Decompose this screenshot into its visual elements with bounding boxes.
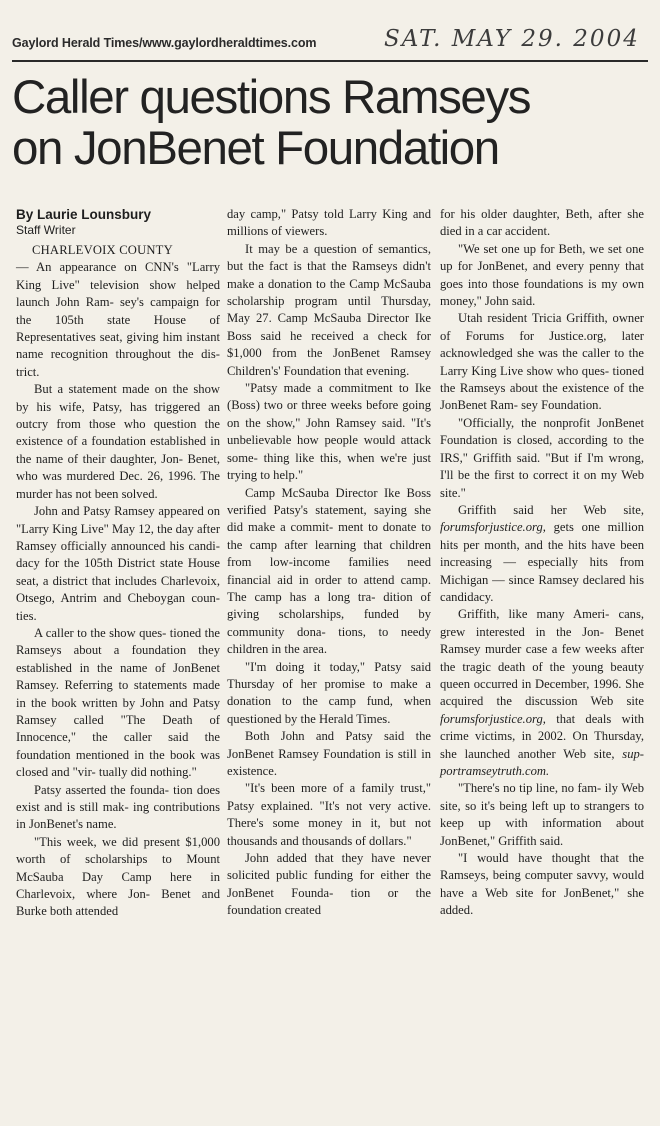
- website-name: sup- portramseytruth.com.: [440, 746, 644, 778]
- paragraph: "This week, we did present $1,000 worth of scholarships to Mount McSauba Day Camp here in Charlevoix, where Jon- Benet and Burke both attended: [16, 834, 220, 919]
- paragraph: day camp," Patsy told Larry King and millions of viewers.: [227, 207, 431, 239]
- dateline: CHARLEVOIX COUNTY: [32, 243, 173, 257]
- paragraph: But a statement made on the show by his wife, Patsy, has triggered an outcry from those who question the existence of a foundation established in the name of their daughter, Jon- Benet, who was murdered Dec. 26, 1996. The murder has not been solved.: [16, 382, 220, 501]
- article-column-3: [440, 206, 644, 920]
- paragraph: [440, 606, 644, 780]
- paragraph: "Officially, the nonprofit JonBenet Foundation is closed, according to the IRS," Griffith said. "But if I'm wrong, I'll be the first to correct it on my Web site.": [440, 415, 644, 500]
- text-run: gets one million hits per month, and the hits have been increasing — especially hits from Michigan — since Ramsey declared his candidacy.: [440, 520, 644, 604]
- paragraph: A caller to the show ques- tioned the Ramseys about a foundation they established in the name of JonBenet Ramsey. Referring to statements made in the book written by John and Patsy Ramsey called "The Death of Innocence," the caller said the foundation mentioned in the book was closed and "vir- tually did nothing.": [16, 625, 220, 780]
- text-run: Griffith said her Web site,: [458, 502, 644, 517]
- paragraph: Camp McSauba Director Ike Boss verified Patsy's statement, saying she did make a commit- ment to donate to the camp after learning that children from low-income families need financial aid in order to attend camp. The camp has a long tra- dition of giving scholarships, funded by community dona- tions, to needy children in the area.: [227, 485, 431, 657]
- paragraph: — An appearance on CNN's "Larry King Live" television show helped launch John Ram- sey's campaign for the 105th state House of Representatives seat, giving him instant name recognition throughout the dis- trict.: [16, 260, 220, 379]
- masthead: [12, 26, 648, 62]
- text-run: that deals with crime victims, in 2002. On Thursday, she launched another Web site,: [440, 711, 644, 761]
- article-column-1: [16, 206, 220, 921]
- headline: [12, 72, 652, 174]
- paragraph: Utah resident Tricia Griffith, owner of Forums for Justice.org, later acknowledged she was the caller to the Larry King Live show who ques- tioned the Ramseys about the existence of the JonBenet Ram- sey Foundation.: [440, 311, 644, 413]
- headline-line-1: Caller questions Ramseys: [12, 71, 531, 124]
- paragraph: "I would have thought that the Ramseys, being computer savvy, would have a Web site for JonBenet," she added.: [440, 851, 644, 918]
- headline-line-2: on JonBenet Foundation: [12, 122, 499, 175]
- paragraph: Patsy asserted the founda- tion does exist and is still mak- ing contributions in JonBenet's name.: [16, 782, 220, 832]
- paragraph: "I'm doing it today," Patsy said Thursday of her promise to make a donation to the camp fund, when questioned by the Herald Times.: [227, 659, 431, 726]
- publication-source: Gaylord Herald Times/www.gaylordheraldtimes.com: [12, 36, 317, 50]
- paragraph: "We set one up for Beth, we set one up for JonBenet, and every penny that goes into those foundations is my own money," John said.: [440, 241, 644, 309]
- paragraph: "It's been more of a family trust," Patsy explained. "It's not very active. There's some money in it, but not thousands and thousands of dollars.": [227, 781, 431, 848]
- paragraph: "There's no tip line, no fam- ily Web site, so it's being left up to strangers to keep up with information about JonBenet," Griffith said.: [440, 781, 644, 848]
- website-name: forumsforjustice.org,: [440, 711, 546, 726]
- byline: By Laurie Lounsbury: [16, 207, 152, 222]
- paragraph: It may be a question of semantics, but the fact is that the Ramseys didn't make a donation to the Camp McSauba scholarship program until Thursday, May 27. Camp McSauba Director Ike Boss said he received a check for $1,000 from the JonBenet Ramsey Children's' Foundation that evening.: [227, 241, 431, 378]
- paragraph: Both John and Patsy said the JonBenet Ramsey Foundation is still in existence.: [227, 729, 431, 778]
- paragraph: [440, 502, 644, 606]
- paragraph: John and Patsy Ramsey appeared on "Larry King Live" May 12, the day after Ramsey officially announced his candi- dacy for the 105th District state House seat, a district that includes Charlevoix, Otsego, Antrim and Cheboygan coun- ties.: [16, 504, 221, 623]
- paragraph: John added that they have never solicited public funding for either the JonBenet Founda- tion or the foundation created: [227, 851, 431, 918]
- website-name: forumsforjustice.org,: [440, 520, 546, 535]
- handwritten-date: SAT. MAY 29. 2004: [384, 26, 640, 52]
- paragraph: for his older daughter, Beth, after she died in a car accident.: [440, 207, 644, 239]
- staff-title: Staff Writer: [16, 223, 76, 237]
- text-run: Griffith, like many Ameri- cans, grew interested in the Jon- Benet Ramsey murder case a few weeks after the tragic death of the young beauty queen occurred in December, 1996. She acquired the discussion Web site: [440, 607, 644, 709]
- article-column-2: [227, 206, 431, 920]
- paragraph: "Patsy made a commitment to Ike (Boss) two or three weeks before going on the show," John Ramsey said. "It's unbelievable how people would attack some- thing like this, when we're just trying to help.": [227, 381, 431, 483]
